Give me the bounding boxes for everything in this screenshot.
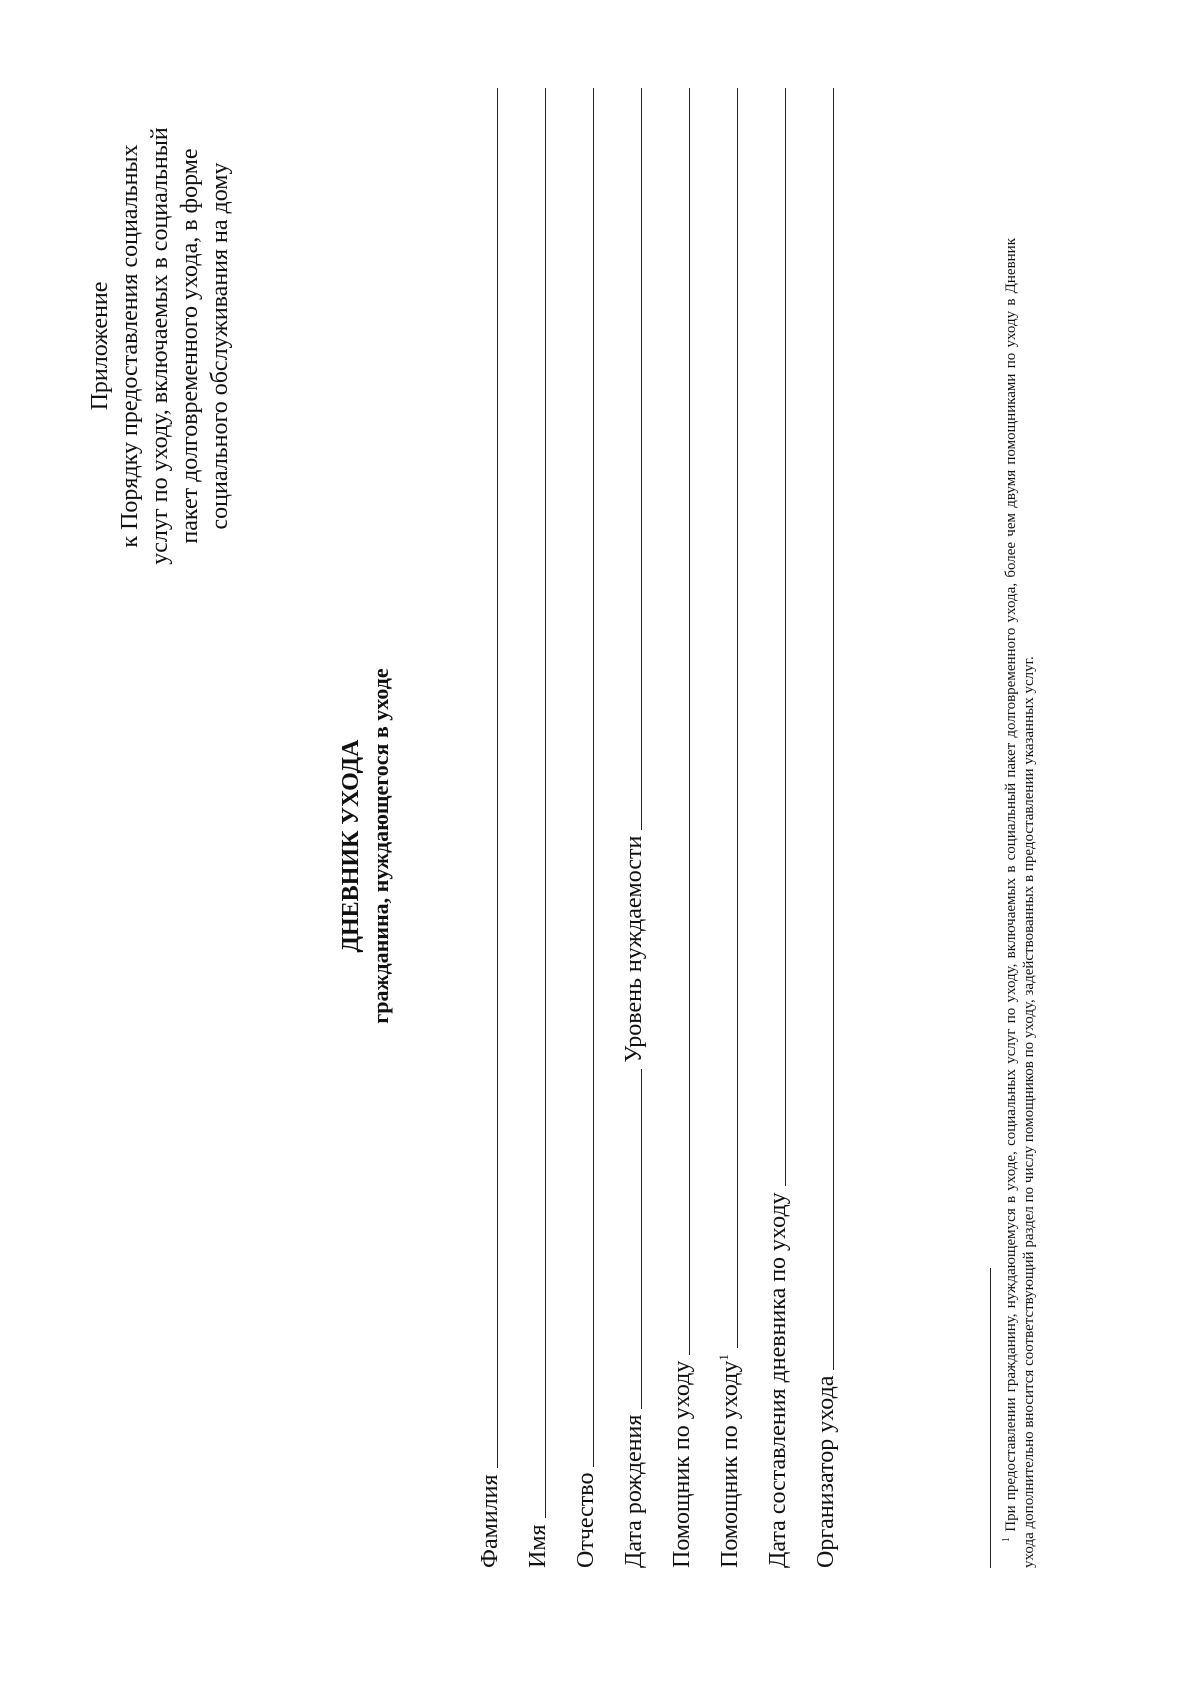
surname-input-line[interactable] [496,88,498,1468]
name-input-line[interactable] [544,88,546,1518]
footnote-mark: 1 [1001,1537,1012,1542]
appendix-line: Приложение [87,281,113,411]
title-subtitle: гражданина, нуждающегося в уходе [368,668,393,1024]
field-row-assistant-2 [696,88,744,1568]
appendix-line: пакет долговременного ухода, в форме [177,148,203,544]
field-row-diary-date [744,88,792,1568]
assistant-1-label: Помощник по уходу [669,1360,695,1568]
name-label: Имя [525,1524,551,1568]
footnote-text: При предоставлении гражданину, нуждающемуся в уходе, социальных услуг по уходу, включаемых в социальный пакет долговременного ухода, более чем двумя помощниками по уходу в Дневник ухода дополнительно вносится соответствующий раздел по числу помощников по уходу, задействованных в предоставлении указанных услуг. [1003,238,1037,1568]
footnote-divider [990,1268,991,1568]
assistant-2-label-text: Помощник по уходу [717,1360,743,1568]
field-row-assistant-1 [648,88,696,1568]
birth-date-input-line[interactable] [640,1069,642,1409]
field-row-birth-date [600,88,648,1568]
organizer-input-line[interactable] [832,88,834,1370]
field-row-name [504,88,552,1568]
field-row-organizer [792,88,840,1568]
assistant-2-label [716,1354,744,1568]
diary-date-label: Дата составления дневника по уходу [765,1192,791,1568]
patronymic-label: Отчество [573,1472,599,1568]
need-level-input-line[interactable] [640,88,642,830]
form-fields [456,88,840,1568]
footnote-ref-mark: 1 [716,1354,731,1361]
birth-date-label: Дата рождения [621,1414,647,1568]
surname-label: Фамилия [477,1474,503,1568]
assistant-2-input-line[interactable] [736,88,738,1348]
assistant-1-input-line[interactable] [688,88,690,1355]
footnote [998,238,1038,1568]
appendix-line: социального обслуживания на дому [207,162,233,530]
appendix-line: к Порядку предоставления социальных [117,144,143,548]
patronymic-input-line[interactable] [592,88,594,1467]
organizer-label: Организатор ухода [813,1375,839,1568]
diary-date-input-line[interactable] [784,88,786,1186]
title-main: ДНЕВНИК УХОДА [338,739,364,953]
need-level-label: Уровень нуждаемости [621,835,647,1063]
appendix-header [85,66,235,626]
field-row-patronymic [552,88,600,1568]
document-title [335,566,395,1126]
appendix-line: услуг по уходу, включаемых в социальный [147,127,173,565]
field-row-surname [456,88,504,1568]
